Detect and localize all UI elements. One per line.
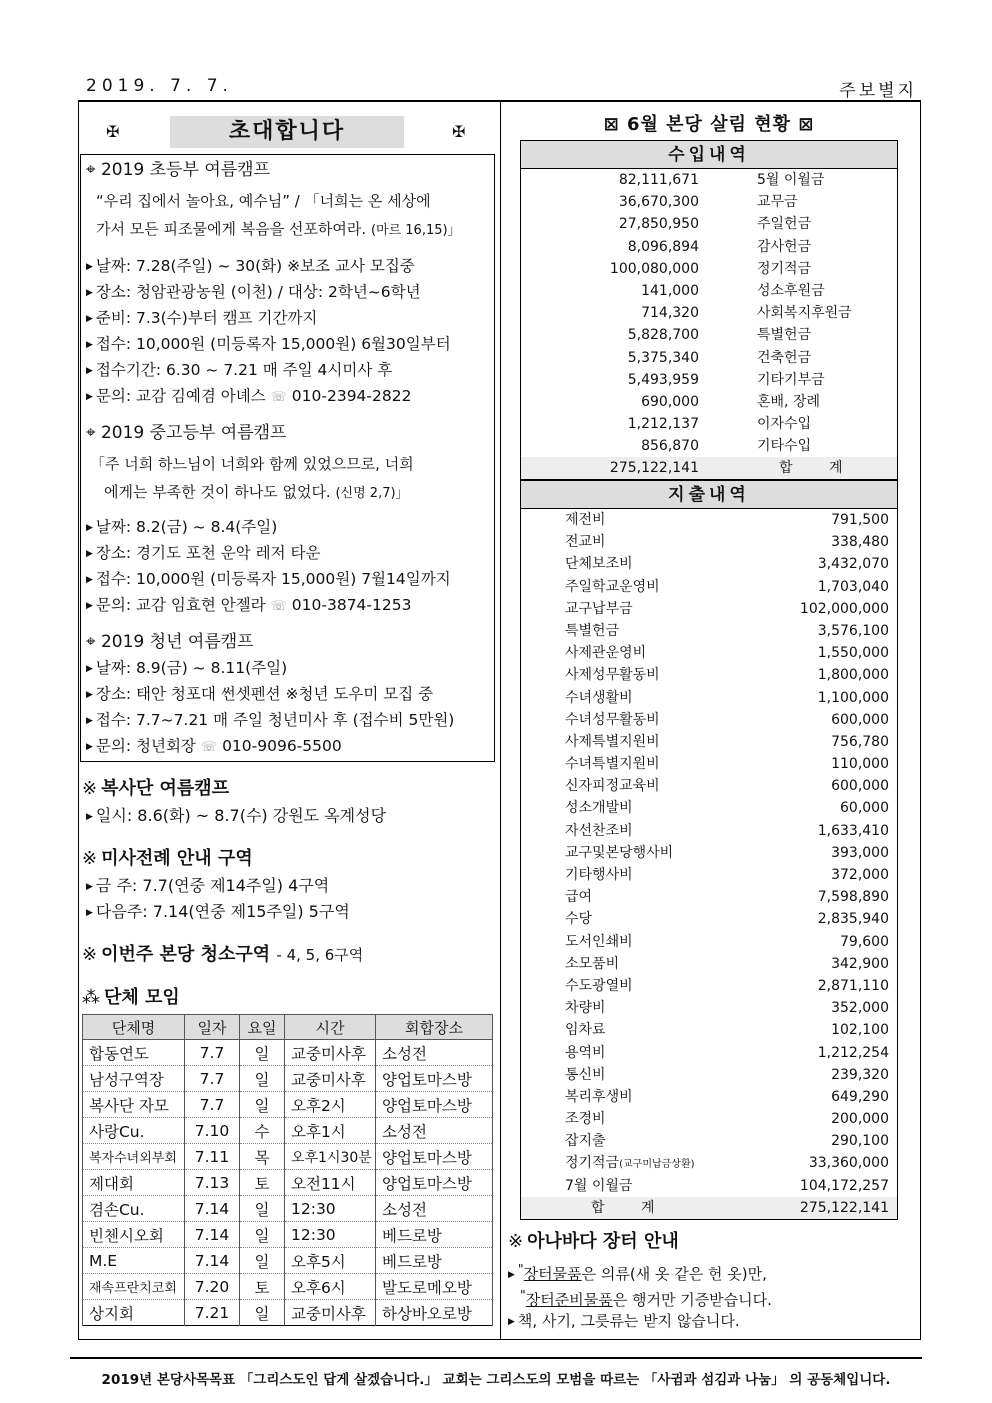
column-header: 요일 [240,1015,285,1040]
table-row: 제전비 791,500 [565,512,889,528]
table-row: 급여 7,598,890 [565,889,889,906]
table-row: 1,212,137 이자수입 [627,416,812,433]
table-row: 수녀성무활동비 600,000 [565,711,889,728]
table-row: 교구및본당행사비 393,000 [565,844,889,861]
list-item: ▶ 접수: 10,000원 (미등록자 15,000원) 7월14일까지 [86,570,451,588]
table-header-row [83,1015,493,1040]
youth-camp [86,420,488,618]
table-row: 특별헌금 3,576,100 [565,622,889,639]
list-item: ▶ 장소: 태안 청포대 썬셋펜션 ※청년 도우미 모집 중 [86,685,434,703]
table-row: 82,111,671 5월 이월금 [618,172,825,188]
table-row: 주일학교운영비 1,703,040 [565,578,889,595]
footer-motto: 2019년 본당사목목표 「그리스도인 답게 살겠습니다.」 교회는 그리스도의 모범을 따르는 「사귐과 섬김과 나눔」 의 공동체입니다. [101,1372,891,1388]
table-row: 수당 2,835,940 [565,911,889,928]
table-row: 단체보조비 3,432,070 [565,556,889,573]
groups-section [82,984,497,1012]
table-row: 사제관운영비 1,550,000 [565,645,889,662]
table-row: 수도광열비 2,871,110 [565,977,889,994]
table-row: 소모품비 342,900 [565,955,889,972]
section-heading: ※ 미사전례 안내 구역 [82,848,253,869]
list-item: ▶ "장터물품은 의류(새 옷 같은 헌 옷)만, [508,1261,767,1283]
mass-zone [82,845,497,925]
phone-icon: ☏ [270,390,287,405]
table-row: 5,375,340 건축헌금 [627,349,812,366]
column-header: 시간 [285,1015,376,1040]
list-item: ▶ 날짜: 8.9(금) ~ 8.11(주일) [86,659,288,677]
section-heading: ※ 아나바다 장터 안내 [508,1231,679,1252]
contact-item: ▶ 문의: 청년회장 ☏ 010-9096-5500 [86,737,342,755]
table-row: 자선찬조비 1,633,410 [565,822,889,839]
checkbox-icon: ⊠ [603,114,620,135]
table-row: 복리후생비 649,290 [565,1088,889,1105]
list-item: ▶ 장소: 청암관광농원 (이천) / 대상: 2학년~6학년 [86,283,421,301]
expense-title: 지출내역 [521,481,897,509]
phone-icon: ☏ [270,599,287,614]
income-table [520,140,898,480]
table-row: 복자수녀외부회 7.11 목 오후1시30분 양업토마스방 [83,1144,493,1170]
table-row: 사제특별지원비 756,780 [565,733,889,750]
column-header: 회합장소 [376,1015,493,1040]
sparkle-icon: ※ [508,1231,524,1252]
table-row: 8,096,894 감사헌금 [627,238,812,255]
table-row: 수녀생활비 1,100,000 [565,689,889,706]
altar-camp [82,775,497,829]
cross-icon: ✠ [106,122,120,141]
table-row: 27,850,950 주일헌금 [618,216,812,233]
publication-name: 주보별지 [839,81,917,101]
table-row: 상지회 7.21 일 교중미사후 하상바오로방 [83,1300,493,1326]
table-row: 사제성무활동비 1,800,000 [565,667,889,684]
expense-total-row: 합 계 275,122,141 [521,1197,897,1219]
contact-item: ▶ 문의: 교감 김예겸 아녜스 ☏ 010-2394-2822 [86,387,412,405]
table-row: 조경비 200,000 [565,1111,889,1128]
table-row: 성소개발비 60,000 [565,800,889,817]
table-row: 겸손Cu. 7.14 일 12:30 소성전 [83,1196,493,1222]
contact-item: ▶ 문의: 교감 임효현 안젤라 ☏ 010-3874-1253 [86,596,412,614]
groups-table [82,1014,493,1326]
table-row: 36,670,300 교무금 [618,194,798,211]
list-item: ▶ 책, 사기, 그릇류는 받지 않습니다. [508,1312,740,1330]
income-title: 수입내역 [521,141,897,169]
list-item: ▶ 다음주: 7.14(연중 제15주일) 5구역 [86,902,350,921]
sparkle-icon: ⁂ [82,987,100,1008]
table-row: 남성구역장 7.7 일 교중미사후 양업토마스방 [83,1066,493,1092]
list-item: ▶ 금 주: 7.7(연중 제14주일) 4구역 [86,876,330,895]
camp-heading: ⌖ 2019 청년 여름캠프 [86,632,254,652]
income-total-row: 275,122,141 합 계 [521,457,897,479]
table-row: 100,080,000 정기적금 [609,260,812,277]
checkbox-icon: ⊠ [798,114,815,135]
table-row: 사랑Cu. 7.10 수 오후1시 소성전 [83,1118,493,1144]
list-item: ▶ 접수: 7.7~7.21 매 주일 청년미사 후 (접수비 5만원) [86,711,455,729]
column-header: 단체명 [83,1015,185,1040]
table-row: 5,828,700 특별헌금 [627,327,812,344]
list-item: "장터준비물품은 행거만 기증받습니다. [520,1287,772,1309]
table-row: 690,000 혼배, 장례 [641,393,820,410]
table-row: 재속프란치코회 7.20 토 오후6시 발도로메오방 [83,1274,493,1300]
table-row: 도서인쇄비 79,600 [565,933,889,950]
table-row: 수녀특별지원비 110,000 [565,756,889,773]
table-row: 빈첸시오회 7.14 일 12:30 베드로방 [83,1222,493,1248]
column-header: 일자 [185,1015,240,1040]
cross-icon: ✠ [452,122,466,141]
table-row: 교구납부금 102,000,000 [565,600,889,617]
table-row: 신자피정교육비 600,000 [565,778,889,795]
section-heading: ※ 복사단 여름캠프 [82,778,230,799]
cross-circle-icon: ⌖ [86,160,101,180]
phone-icon: ☏ [200,740,218,755]
market-section [508,1228,908,1334]
table-row: 전교비 338,480 [565,534,889,551]
table-row: 복사단 자모 7.7 일 오후2시 양업토마스방 [83,1092,493,1118]
table-row: 제대회 7.13 토 오전11시 양업토마스방 [83,1170,493,1196]
table-row: 정기적금(교구미납금상환) 33,360,000 [565,1155,889,1172]
list-item: ▶ 준비: 7.3(수)부터 캠프 기간까지 [86,309,318,327]
table-row: 7월 이월금 104,172,257 [565,1177,889,1194]
column-divider [500,102,501,1340]
table-row: 5,493,959 기타기부금 [627,371,825,388]
list-item: ▶ 접수기간: 6.30 ~ 7.21 매 주일 4시미사 후 [86,361,393,379]
section-heading: ※ 이번주 본당 청소구역 - 4, 5, 6구역 [82,944,364,965]
table-row: 합동연도 7.7 일 교중미사후 소성전 [83,1040,493,1066]
cross-circle-icon: ⌖ [86,632,101,652]
list-item: ▶ 장소: 경기도 포천 운악 레저 타운 [86,544,321,562]
sparkle-icon: ※ [82,944,98,965]
cross-circle-icon: ⌖ [86,423,101,443]
table-row: 임차료 102,100 [565,1022,889,1039]
list-item: ▶ 날짜: 8.2(금) ~ 8.4(주일) [86,518,278,536]
table-row: 856,870 기타수입 [641,438,812,455]
issue-date: 2019. 7. 7. [86,76,233,96]
young-adult-camp [86,629,488,759]
table-row: 141,000 성소후원금 [641,282,825,299]
expense-table [520,480,898,1220]
camp-quote: “우리 집에서 놀아요, 예수님” / 「너희는 온 세상에 가서 모든 피조물에게 복음을 선포하여라. (마르 16,15)」 [96,192,461,238]
table-row: 잡지출 290,100 [565,1133,889,1150]
invite-title: 초대합니다 [170,116,404,148]
finance-title: ⊠ 6월 본당 살림 현황 ⊠ [603,114,815,135]
sparkle-icon: ※ [82,848,98,869]
list-item: ▶ 접수: 10,000원 (미등록자 15,000원) 6월30일부터 [86,335,451,353]
camp-heading: ⌖ 2019 중고등부 여름캠프 [86,423,287,443]
table-row: 714,320 사회복지후원금 [641,305,852,322]
camp-quote: 「주 너희 하느님이 너희와 함께 있었으므로, 너희 에게는 부족한 것이 하나도 없었다. (신명 2,7)」 [90,455,414,501]
page-header [78,74,921,102]
elementary-camp [86,157,488,409]
table-row: M.E 7.14 일 오후5시 베드로방 [83,1248,493,1274]
list-item: ▶ 일시: 8.6(화) ~ 8.7(수) 강원도 옥계성당 [86,806,387,825]
sparkle-icon: ※ [82,778,98,799]
list-item: ▶ 날짜: 7.28(주일) ~ 30(화) ※보조 교사 모집중 [86,257,415,275]
table-row: 차량비 352,000 [565,1000,889,1017]
footer-divider [70,1357,922,1359]
table-row: 기타행사비 372,000 [565,867,889,883]
table-row: 통신비 239,320 [565,1066,889,1083]
table-row: 용역비 1,212,254 [565,1044,889,1061]
section-heading: ⁂ 단체 모임 [82,987,180,1008]
cleaning-zone [82,941,497,969]
camp-heading: ⌖ 2019 초등부 여름캠프 [86,160,271,180]
